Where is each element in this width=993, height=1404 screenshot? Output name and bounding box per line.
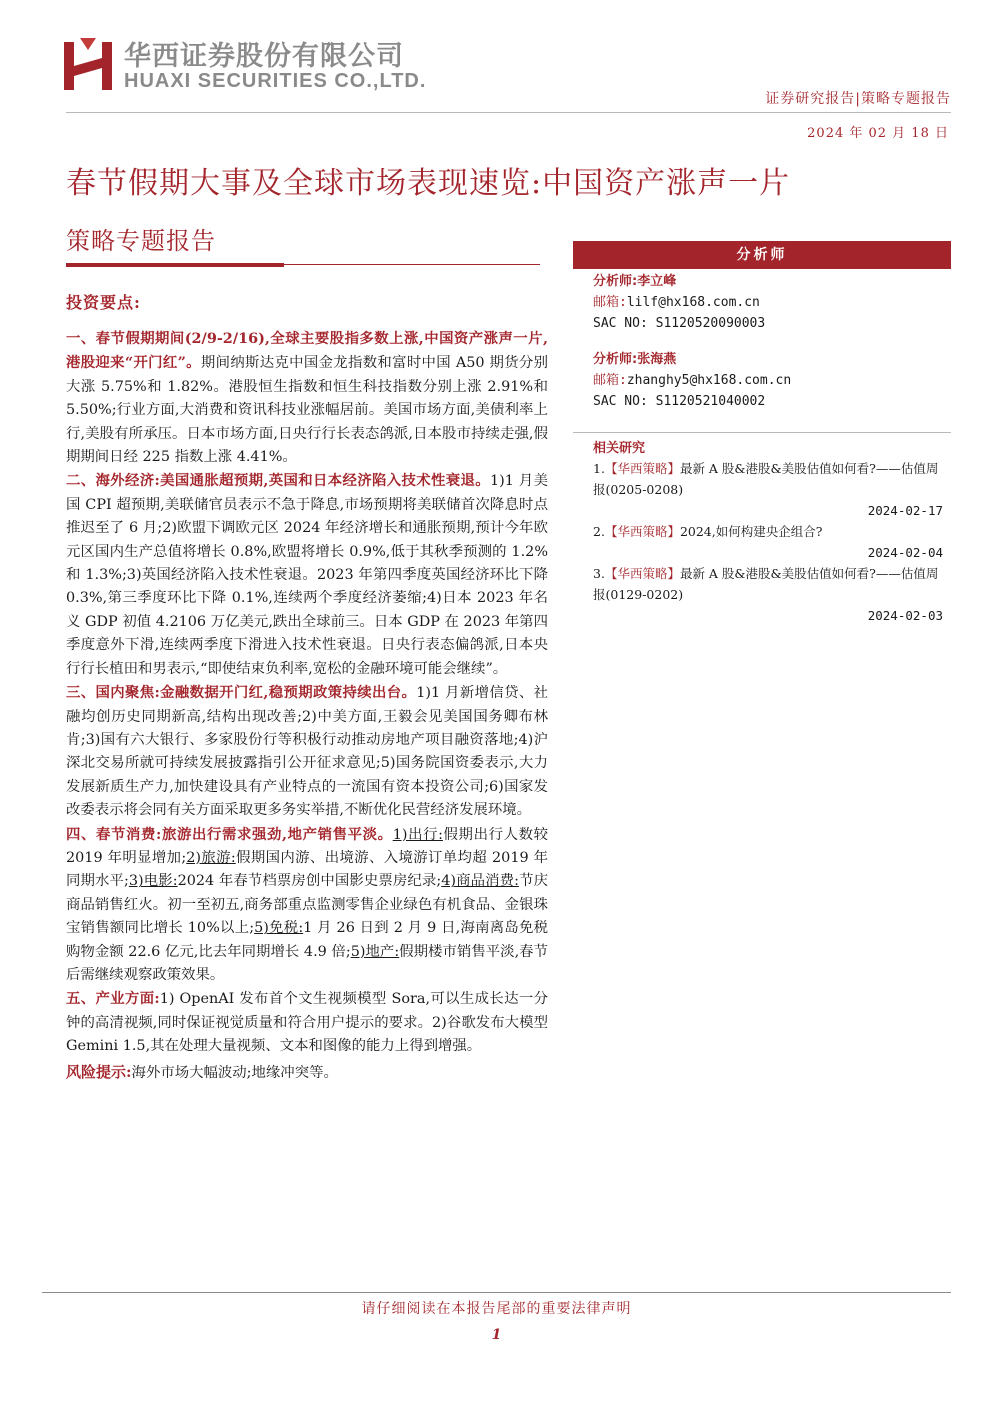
related-research-item[interactable]: [593, 521, 943, 542]
footer-divider: [42, 1292, 951, 1293]
paragraph-market-review: [66, 327, 548, 469]
highlights-heading: 投资要点:: [66, 293, 141, 312]
item-label: 4)商品消费:: [441, 873, 519, 890]
item-number: 3.: [593, 566, 605, 581]
investment-highlights: [66, 290, 548, 1085]
paragraph-text: 1)1 月美国 CPI 超预期,美联储官员表示不急于降息,市场预期将美联储首次降息时点推迟至了 6 月;2)欧盟下调欧元区 2024 年经济增长和通胀预期,预计今年欧元区国内生产总值将增长 0.8%,欧盟将增长 0.9%,低于其秋季预测的 1.2%和 1.3%;3)英国经济陷入技术性衰退。2023 年第四季度英国经济环比下降 0.3%,第三季度环比下降 0.1%,连续两个季度经济萎缩;4)日本 2023 年名义 GDP 初值 4.2106 万亿美元,跌出全球前三。日本 GDP 在 2023 年第四季度意外下滑,连续两季度下滑进入技术性衰退。日央行表态偏鸽派,日本央行行长植田和男表示,“即使结束负利率,宽松的金融环境可能会继续”。: [66, 473, 548, 677]
item-tag: 【华西策略】: [604, 524, 680, 539]
report-subtitle: 策略专题报告: [66, 227, 216, 255]
analyst-header: 分析师: [573, 241, 951, 269]
item-text: 节庆商品销售红火。初一至初五,商务部重点监测零售企业绿色有机食品、金银珠宝销售额同比增长 10%以上;: [66, 873, 548, 937]
item-tag: 【华西策略】: [604, 566, 680, 581]
paragraph-heading: 五、产业方面:: [66, 990, 160, 1008]
paragraph-heading: 二、海外经济:美国通胀超预期,英国和日本经济陷入技术性衰退。: [66, 472, 490, 490]
sac-label: SAC NO:: [593, 394, 648, 409]
report-title: 春节假期大事及全球市场表现速览:中国资产涨声一片: [66, 166, 791, 201]
analyst-name: 分析师:张海燕: [593, 352, 677, 367]
related-research-item[interactable]: [593, 563, 943, 605]
item-label: 5)地产:: [350, 943, 400, 960]
item-label: 3)电影:: [128, 873, 178, 890]
paragraph-domestic-focus: [66, 681, 548, 822]
analyst-email[interactable]: lilf@hx168.com.cn: [626, 295, 760, 310]
page-number: 1: [491, 1327, 502, 1343]
paragraph-spring-consumption: [66, 823, 548, 988]
report-category: 证券研究报告|策略专题报告: [765, 91, 951, 107]
analyst-email[interactable]: zhanghy5@hx168.com.cn: [626, 373, 792, 388]
legal-disclaimer-note: 请仔细阅读在本报告尾部的重要法律声明: [361, 1301, 632, 1317]
header-divider: [66, 112, 951, 113]
item-tag: 【华西策略】: [604, 461, 680, 476]
item-text: 假期楼市销售平淡,春节后需继续观察政策效果。: [66, 943, 548, 983]
huaxi-logo-icon: [62, 36, 114, 92]
related-research-date: 2024-02-04: [867, 545, 943, 560]
analyst-panel: [573, 269, 951, 433]
item-title: 最新 A 股&港股&美股估值如何看?——估值周报(0129-0202): [593, 566, 939, 602]
analyst-card: [593, 349, 791, 412]
sac-label: SAC NO:: [593, 316, 648, 331]
company-name-en: HUAXI SECURITIES CO.,LTD.: [124, 70, 427, 92]
item-label: 2)旅游:: [186, 849, 236, 866]
paragraph-heading: 一、春节假期期间(2/9-2/16),全球主要股指多数上涨,中国资产涨声一片,港股迎来“开门红”。: [66, 330, 548, 372]
related-research-date: 2024-02-17: [867, 503, 943, 518]
paragraph-text: 期间纳斯达克中国金龙指数和富时中国 A50 期货分别大涨 5.75%和 1.82%。港股恒生指数和恒生科技指数分别上涨 2.91%和 5.50%;行业方面,大消费和资讯科技业涨幅居前。美国市场方面,美债利率上行,美股有所承压。日本市场方面,日央行行长表态鸽派,日本股市持续走强,假期期间日经 225 指数上涨 4.41%。: [66, 355, 548, 466]
paragraph-text: 1)1 月新增信贷、社融均创历史同期新高,结构出现改善;2)中美方面,王毅会见美国国务卿布林肯;3)国有六大银行、多家股份行等积极行动推动房地产项目融资落地;4)沪深北交易所就可持续发展披露指引公开征求意见;5)国务院国资委表示,大力发展新质生产力,加快建设具有产业特点的一流国有资本投资公司;6)国家发改委表示将会同有关方面采取更多务实举措,不断优化民营经济发展环境。: [66, 685, 548, 819]
report-date: 2024 年 02 月 18 日: [807, 126, 949, 141]
item-text: 假期出行人数较 2019 年明显增加;: [66, 826, 548, 866]
email-label: 邮箱:: [593, 295, 627, 310]
related-research: [573, 440, 951, 626]
analyst-name: 分析师:李立峰: [593, 274, 677, 289]
related-research-item[interactable]: [593, 458, 943, 500]
item-number: 1.: [593, 461, 605, 476]
paragraph-heading: 四、春节消费:旅游出行需求强劲,地产销售平淡。: [66, 825, 393, 843]
item-text: 1 月 26 日到 2 月 9 日,海南离岛免税购物金额 22.6 亿元,比去年同期增长 4.9 倍;: [66, 920, 548, 960]
item-title: 最新 A 股&港股&美股估值如何看?——估值周报(0205-0208): [593, 461, 939, 497]
item-text: 假期国内游、出境游、入境游订单均超 2019 年同期水平;: [66, 849, 548, 890]
paragraph-industry: [66, 987, 548, 1058]
analyst-sac: S1120521040002: [655, 394, 766, 409]
paragraph-text: 1) OpenAI 发布首个文生视频模型 Sora,可以生成长达一分钟的高清视频,同时保证视觉质量和符合用户提示的要求。2)谷歌发布大模型 Gemini 1.5,其在处理大量视频、文本和图像的能力上得到增强。: [66, 991, 548, 1055]
paragraph-overseas-economy: [66, 469, 548, 681]
paragraph-heading: 风险提示:: [66, 1062, 132, 1081]
paragraph-text: 海外市场大幅波动;地缘冲突等。: [131, 1064, 338, 1081]
subtitle-accent-bar: [66, 263, 284, 267]
email-label: 邮箱:: [593, 373, 627, 388]
item-title: 2024,如何构建央企组合?: [679, 524, 823, 539]
item-label: 5)免税:: [254, 920, 304, 937]
company-name-cn: 华西证券股份有限公司: [124, 41, 404, 72]
item-label: 1)出行:: [392, 826, 443, 843]
paragraph-heading: 三、国内聚焦:金融数据开门红,稳预期政策持续出台。: [66, 684, 417, 702]
item-number: 2.: [593, 524, 605, 539]
paragraph-risk: [66, 1061, 548, 1085]
related-research-heading: 相关研究: [593, 441, 646, 456]
item-text: 2024 年春节档票房创中国影史票房纪录;: [177, 873, 442, 890]
analyst-sac: S1120520090003: [655, 316, 766, 331]
related-research-date: 2024-02-03: [867, 608, 943, 623]
analyst-card: [593, 271, 765, 334]
